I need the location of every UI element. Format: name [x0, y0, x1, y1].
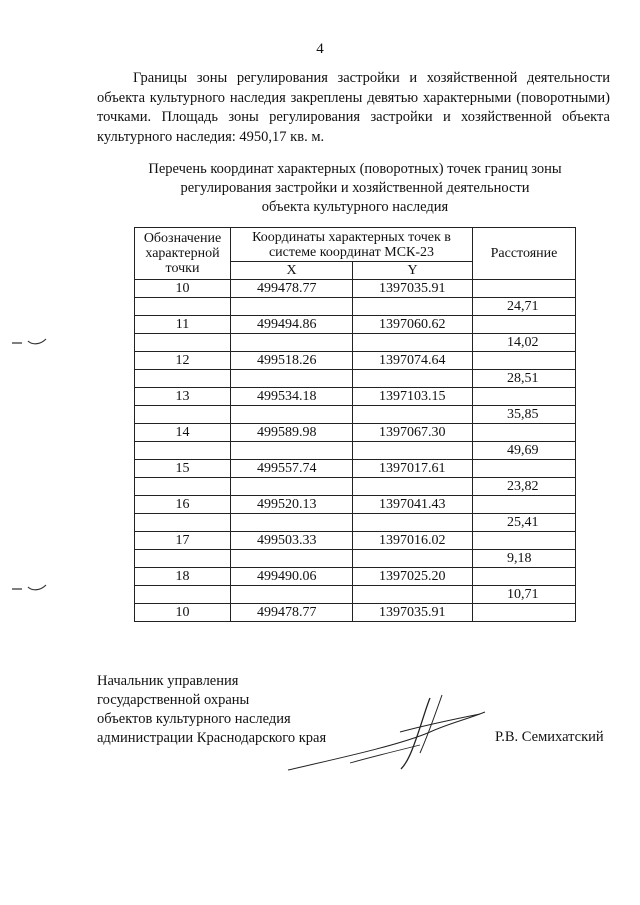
table-row: [135, 280, 576, 298]
table-row: [135, 568, 576, 586]
table-row: [135, 604, 576, 622]
margin-mark: [10, 580, 50, 592]
table-body: [135, 280, 576, 622]
distance-value: 10,71: [473, 586, 576, 604]
distance-value: 14,02: [473, 334, 576, 352]
table-row: [135, 550, 576, 568]
distance-cell: [473, 280, 576, 298]
coord-y: 1397067.30: [353, 424, 473, 442]
empty-cell: [353, 370, 473, 388]
empty-cell: [231, 550, 353, 568]
empty-cell: [231, 298, 353, 316]
point-id: 15: [135, 460, 231, 478]
empty-cell: [135, 514, 231, 532]
signatory-line-1: Начальник управления: [97, 673, 239, 689]
table-row: [135, 334, 576, 352]
distance-value: 9,18: [473, 550, 576, 568]
empty-cell: [231, 478, 353, 496]
header-y: Y: [353, 262, 473, 280]
point-id: 16: [135, 496, 231, 514]
empty-cell: [135, 334, 231, 352]
empty-cell: [231, 586, 353, 604]
point-id: 11: [135, 316, 231, 334]
table-row: [135, 442, 576, 460]
empty-cell: [231, 334, 353, 352]
distance-cell: [473, 532, 576, 550]
coord-y: 1397041.43: [353, 496, 473, 514]
point-id: 13: [135, 388, 231, 406]
table-row: [135, 460, 576, 478]
empty-cell: [353, 442, 473, 460]
distance-cell: [473, 388, 576, 406]
table-row: [135, 514, 576, 532]
coordinates-table: [134, 227, 576, 622]
empty-cell: [353, 298, 473, 316]
header-point: Обозначение характерной точки: [135, 228, 231, 280]
point-id: 10: [135, 280, 231, 298]
coord-x: 499490.06: [231, 568, 353, 586]
intro-paragraph: Границы зоны регулирования застройки и хозяйственной деятельности объекта культурного наследия закреплены девятью характерными (поворотными) точками. Площадь зоны регулирования застройки и хозяйственной объекта культурного наследия: 4950,17 кв. м.: [97, 70, 610, 145]
distance-value: 28,51: [473, 370, 576, 388]
table-row: [135, 406, 576, 424]
list-title-line-1: Перечень координат характерных (поворотных) точек границ зоны: [148, 161, 562, 177]
distance-cell: [473, 460, 576, 478]
coord-y: 1397103.15: [353, 388, 473, 406]
empty-cell: [231, 442, 353, 460]
coord-x: 499478.77: [231, 604, 353, 622]
empty-cell: [135, 370, 231, 388]
coord-y: 1397017.61: [353, 460, 473, 478]
header-coordinates: Координаты характерных точек в системе координат МСК-23: [231, 228, 473, 262]
empty-cell: [353, 586, 473, 604]
empty-cell: [135, 478, 231, 496]
coord-y: 1397060.62: [353, 316, 473, 334]
signatory-name: Р.В. Семихатский: [495, 729, 604, 745]
empty-cell: [231, 370, 353, 388]
empty-cell: [353, 334, 473, 352]
point-id: 10: [135, 604, 231, 622]
page-number: 4: [316, 41, 324, 57]
point-id: 17: [135, 532, 231, 550]
header-x: X: [231, 262, 353, 280]
point-id: 18: [135, 568, 231, 586]
table-row: [135, 478, 576, 496]
distance-value: 23,82: [473, 478, 576, 496]
table-row: [135, 298, 576, 316]
table-row: [135, 496, 576, 514]
coord-x: 499503.33: [231, 532, 353, 550]
empty-cell: [353, 514, 473, 532]
list-title: [120, 160, 590, 217]
distance-value: 25,41: [473, 514, 576, 532]
coord-y: 1397035.91: [353, 604, 473, 622]
coord-y: 1397074.64: [353, 352, 473, 370]
distance-value: 49,69: [473, 442, 576, 460]
distance-cell: [473, 352, 576, 370]
coord-y: 1397035.91: [353, 280, 473, 298]
table-row: [135, 586, 576, 604]
empty-cell: [135, 406, 231, 424]
table-row: [135, 370, 576, 388]
table-row: [135, 424, 576, 442]
list-title-line-2: регулирования застройки и хозяйственной деятельности: [180, 180, 530, 196]
table-row: [135, 352, 576, 370]
coord-x: 499494.86: [231, 316, 353, 334]
coord-x: 499589.98: [231, 424, 353, 442]
empty-cell: [231, 514, 353, 532]
distance-cell: [473, 604, 576, 622]
distance-cell: [473, 496, 576, 514]
coord-y: 1397025.20: [353, 568, 473, 586]
empty-cell: [353, 406, 473, 424]
coord-x: 499557.74: [231, 460, 353, 478]
empty-cell: [135, 550, 231, 568]
empty-cell: [353, 478, 473, 496]
distance-value: 35,85: [473, 406, 576, 424]
signatory-line-4: администрации Краснодарского края: [97, 730, 327, 746]
table-row: [135, 316, 576, 334]
coord-y: 1397016.02: [353, 532, 473, 550]
distance-value: 24,71: [473, 298, 576, 316]
table-row: [135, 388, 576, 406]
signatory-line-2: государственной охраны: [97, 692, 250, 708]
handwritten-signature: [280, 690, 490, 775]
signatory-line-3: объектов культурного наследия: [97, 711, 291, 727]
empty-cell: [135, 442, 231, 460]
empty-cell: [231, 406, 353, 424]
empty-cell: [135, 298, 231, 316]
distance-cell: [473, 568, 576, 586]
distance-cell: [473, 424, 576, 442]
margin-mark: [10, 334, 50, 346]
header-distance: Расстояние: [473, 228, 576, 280]
coord-x: 499518.26: [231, 352, 353, 370]
point-id: 12: [135, 352, 231, 370]
coord-x: 499534.18: [231, 388, 353, 406]
point-id: 14: [135, 424, 231, 442]
empty-cell: [135, 586, 231, 604]
list-title-line-3: объекта культурного наследия: [261, 199, 449, 215]
coord-x: 499520.13: [231, 496, 353, 514]
coord-x: 499478.77: [231, 280, 353, 298]
distance-cell: [473, 316, 576, 334]
table-row: [135, 532, 576, 550]
empty-cell: [353, 550, 473, 568]
